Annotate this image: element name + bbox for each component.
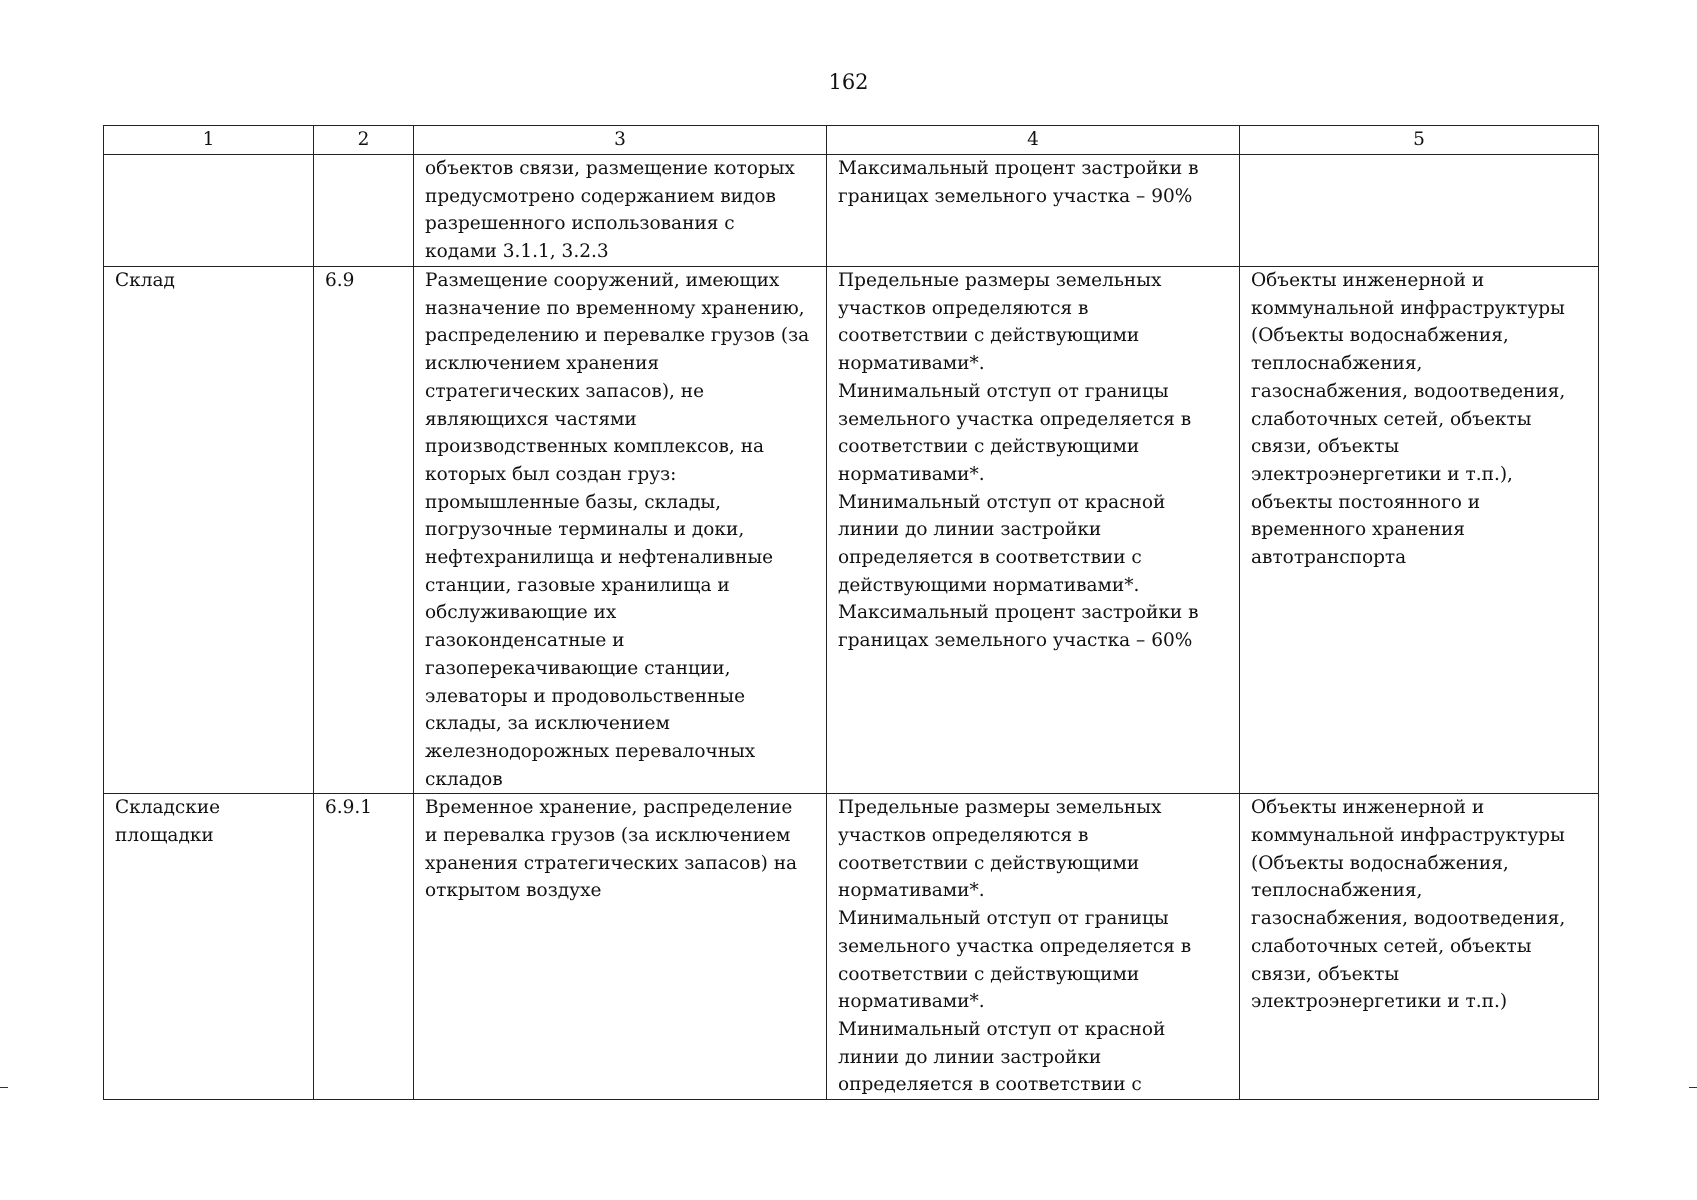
- auxiliary-uses-cell: [1240, 155, 1599, 267]
- cell-text-line: (Объекты водоснабжения,: [1251, 852, 1509, 874]
- cell-text-line: коммунальной инфраструктуры: [1251, 825, 1565, 847]
- column-header-5: 5: [1240, 126, 1599, 155]
- cell-text-line: участков определяются в: [838, 825, 1089, 847]
- column-header-4: 4: [827, 126, 1240, 155]
- cell-text-line: 6.9: [325, 270, 355, 291]
- cell-text-line: границах земельного участка – 90%: [838, 185, 1193, 207]
- cell-text-line: назначение по временному хранению,: [425, 297, 805, 319]
- cell-text-line: хранения стратегических запасов) на: [425, 852, 798, 874]
- cell-text-line: Объекты инженерной и: [1251, 797, 1485, 819]
- land-use-description-cell: [414, 267, 827, 794]
- cell-text-line: слаботочных сетей, объекты: [1251, 935, 1532, 957]
- cell-text-line: действующими нормативами*.: [838, 574, 1140, 596]
- cell-text-line: 6.9.1: [325, 797, 373, 819]
- cell-text-line: линии до линии застройки: [838, 519, 1102, 541]
- cell-text-line: которых был создан груз:: [425, 463, 677, 485]
- cell-text-line: Минимальный отступ от красной: [838, 1018, 1166, 1040]
- cell-text-line: Максимальный процент застройки в: [838, 158, 1199, 179]
- cell-text-line: газоснабжения, водоотведения,: [1251, 380, 1566, 402]
- table-header-row: [104, 126, 1599, 155]
- cell-text-line: складов: [425, 768, 503, 790]
- cell-text-line: Минимальный отступ от границы: [838, 380, 1169, 402]
- cell-text-line: электроэнергетики и т.п.): [1251, 991, 1508, 1013]
- page-number: 162: [828, 70, 869, 94]
- cell-text-line: нормативами*.: [838, 880, 985, 902]
- cell-text-line: коммунальной инфраструктуры: [1251, 297, 1565, 319]
- cell-text-line: слаботочных сетей, объекты: [1251, 408, 1532, 430]
- cell-text-line: нормативами*.: [838, 463, 985, 485]
- cell-text-line: Склад: [115, 270, 175, 291]
- cell-text-line: определяется в соответствии с: [838, 1074, 1142, 1096]
- cell-text-line: линии до линии застройки: [838, 1046, 1102, 1068]
- cell-text-line: соответствии с действующими: [838, 852, 1140, 874]
- crop-mark-right: [1689, 1087, 1697, 1088]
- land-use-code-cell: [314, 267, 414, 794]
- cell-text-line: Временное хранение, распределение: [425, 797, 793, 819]
- table-row: [104, 794, 1599, 1100]
- cell-text-line: станции, газовые хранилища и: [425, 574, 730, 596]
- cell-text-line: железнодорожных перевалочных: [425, 740, 756, 762]
- land-use-name-cell: [104, 155, 314, 267]
- cell-text-line: границах земельного участка – 60%: [838, 630, 1193, 652]
- cell-text-line: предусмотрено содержанием видов: [425, 185, 776, 207]
- cell-text-line: Размещение сооружений, имеющих: [425, 270, 780, 291]
- cell-text-line: исключением хранения: [425, 353, 660, 375]
- cell-text-line: земельного участка определяется в: [838, 935, 1192, 957]
- cell-text-line: земельного участка определяется в: [838, 408, 1192, 430]
- land-use-description-cell: [414, 155, 827, 267]
- table-row: [104, 267, 1599, 794]
- cell-text-line: электроэнергетики и т.п.),: [1251, 463, 1513, 485]
- cell-text-line: (Объекты водоснабжения,: [1251, 325, 1509, 347]
- cell-text-line: определяется в соответствии с: [838, 547, 1142, 569]
- cell-text-line: нормативами*.: [838, 991, 985, 1013]
- column-header-3: 3: [414, 126, 827, 155]
- cell-text-line: Объекты инженерной и: [1251, 270, 1485, 291]
- cell-text-line: Максимальный процент застройки в: [838, 602, 1199, 624]
- column-header-2: 2: [314, 126, 414, 155]
- cell-text-line: склады, за исключением: [425, 713, 670, 735]
- cell-text-line: теплоснабжения,: [1251, 880, 1423, 902]
- land-use-name-cell: [104, 267, 314, 794]
- auxiliary-uses-cell: [1240, 794, 1599, 1100]
- cell-text-line: соответствии с действующими: [838, 963, 1140, 985]
- cell-text-line: автотранспорта: [1251, 547, 1407, 569]
- land-use-code-cell: [314, 794, 414, 1100]
- cell-text-line: временного хранения: [1251, 519, 1465, 541]
- cell-text-line: соответствии с действующими: [838, 325, 1140, 347]
- parameters-cell: [827, 794, 1240, 1100]
- cell-text-line: промышленные базы, склады,: [425, 491, 721, 513]
- cell-text-line: элеваторы и продовольственные: [425, 685, 746, 707]
- cell-text-line: Предельные размеры земельных: [838, 270, 1162, 291]
- cell-text-line: участков определяются в: [838, 297, 1089, 319]
- cell-text-line: обслуживающие их: [425, 602, 617, 624]
- cell-text-line: нефтехранилища и нефтеналивные: [425, 547, 774, 569]
- cell-text-line: являющихся частями: [425, 408, 637, 430]
- cell-text-line: производственных комплексов, на: [425, 436, 765, 458]
- cell-text-line: Минимальный отступ от границы: [838, 908, 1169, 930]
- cell-text-line: газоконденсатные и: [425, 630, 625, 652]
- table-row: [104, 155, 1599, 267]
- land-use-code-cell: [314, 155, 414, 267]
- auxiliary-uses-cell: [1240, 267, 1599, 794]
- cell-text-line: площадки: [115, 825, 214, 847]
- column-header-1: 1: [104, 126, 314, 155]
- cell-text-line: связи, объекты: [1251, 436, 1400, 458]
- crop-mark-left: [0, 1087, 8, 1088]
- land-use-description-cell: [414, 794, 827, 1100]
- cell-text-line: и перевалка грузов (за исключением: [425, 825, 791, 847]
- cell-text-line: Складские: [115, 797, 221, 819]
- zoning-table: [103, 125, 1599, 1100]
- land-use-name-cell: [104, 794, 314, 1100]
- cell-text-line: открытом воздухе: [425, 880, 602, 902]
- cell-text-line: газоперекачивающие станции,: [425, 657, 731, 679]
- parameters-cell: [827, 267, 1240, 794]
- cell-text-line: объекты постоянного и: [1251, 491, 1481, 513]
- cell-text-line: соответствии с действующими: [838, 436, 1140, 458]
- cell-text-line: нормативами*.: [838, 353, 985, 375]
- cell-text-line: погрузочные терминалы и доки,: [425, 519, 745, 541]
- cell-text-line: теплоснабжения,: [1251, 353, 1423, 375]
- cell-text-line: стратегических запасов), не: [425, 380, 705, 402]
- cell-text-line: разрешенного использования с: [425, 213, 735, 235]
- parameters-cell: [827, 155, 1240, 267]
- cell-text-line: кодами 3.1.1, 3.2.3: [425, 241, 609, 263]
- cell-text-line: объектов связи, размещение которых: [425, 158, 795, 179]
- cell-text-line: Предельные размеры земельных: [838, 797, 1162, 819]
- cell-text-line: газоснабжения, водоотведения,: [1251, 908, 1566, 930]
- cell-text-line: Минимальный отступ от красной: [838, 491, 1166, 513]
- cell-text-line: распределению и перевалке грузов (за: [425, 325, 810, 347]
- cell-text-line: связи, объекты: [1251, 963, 1400, 985]
